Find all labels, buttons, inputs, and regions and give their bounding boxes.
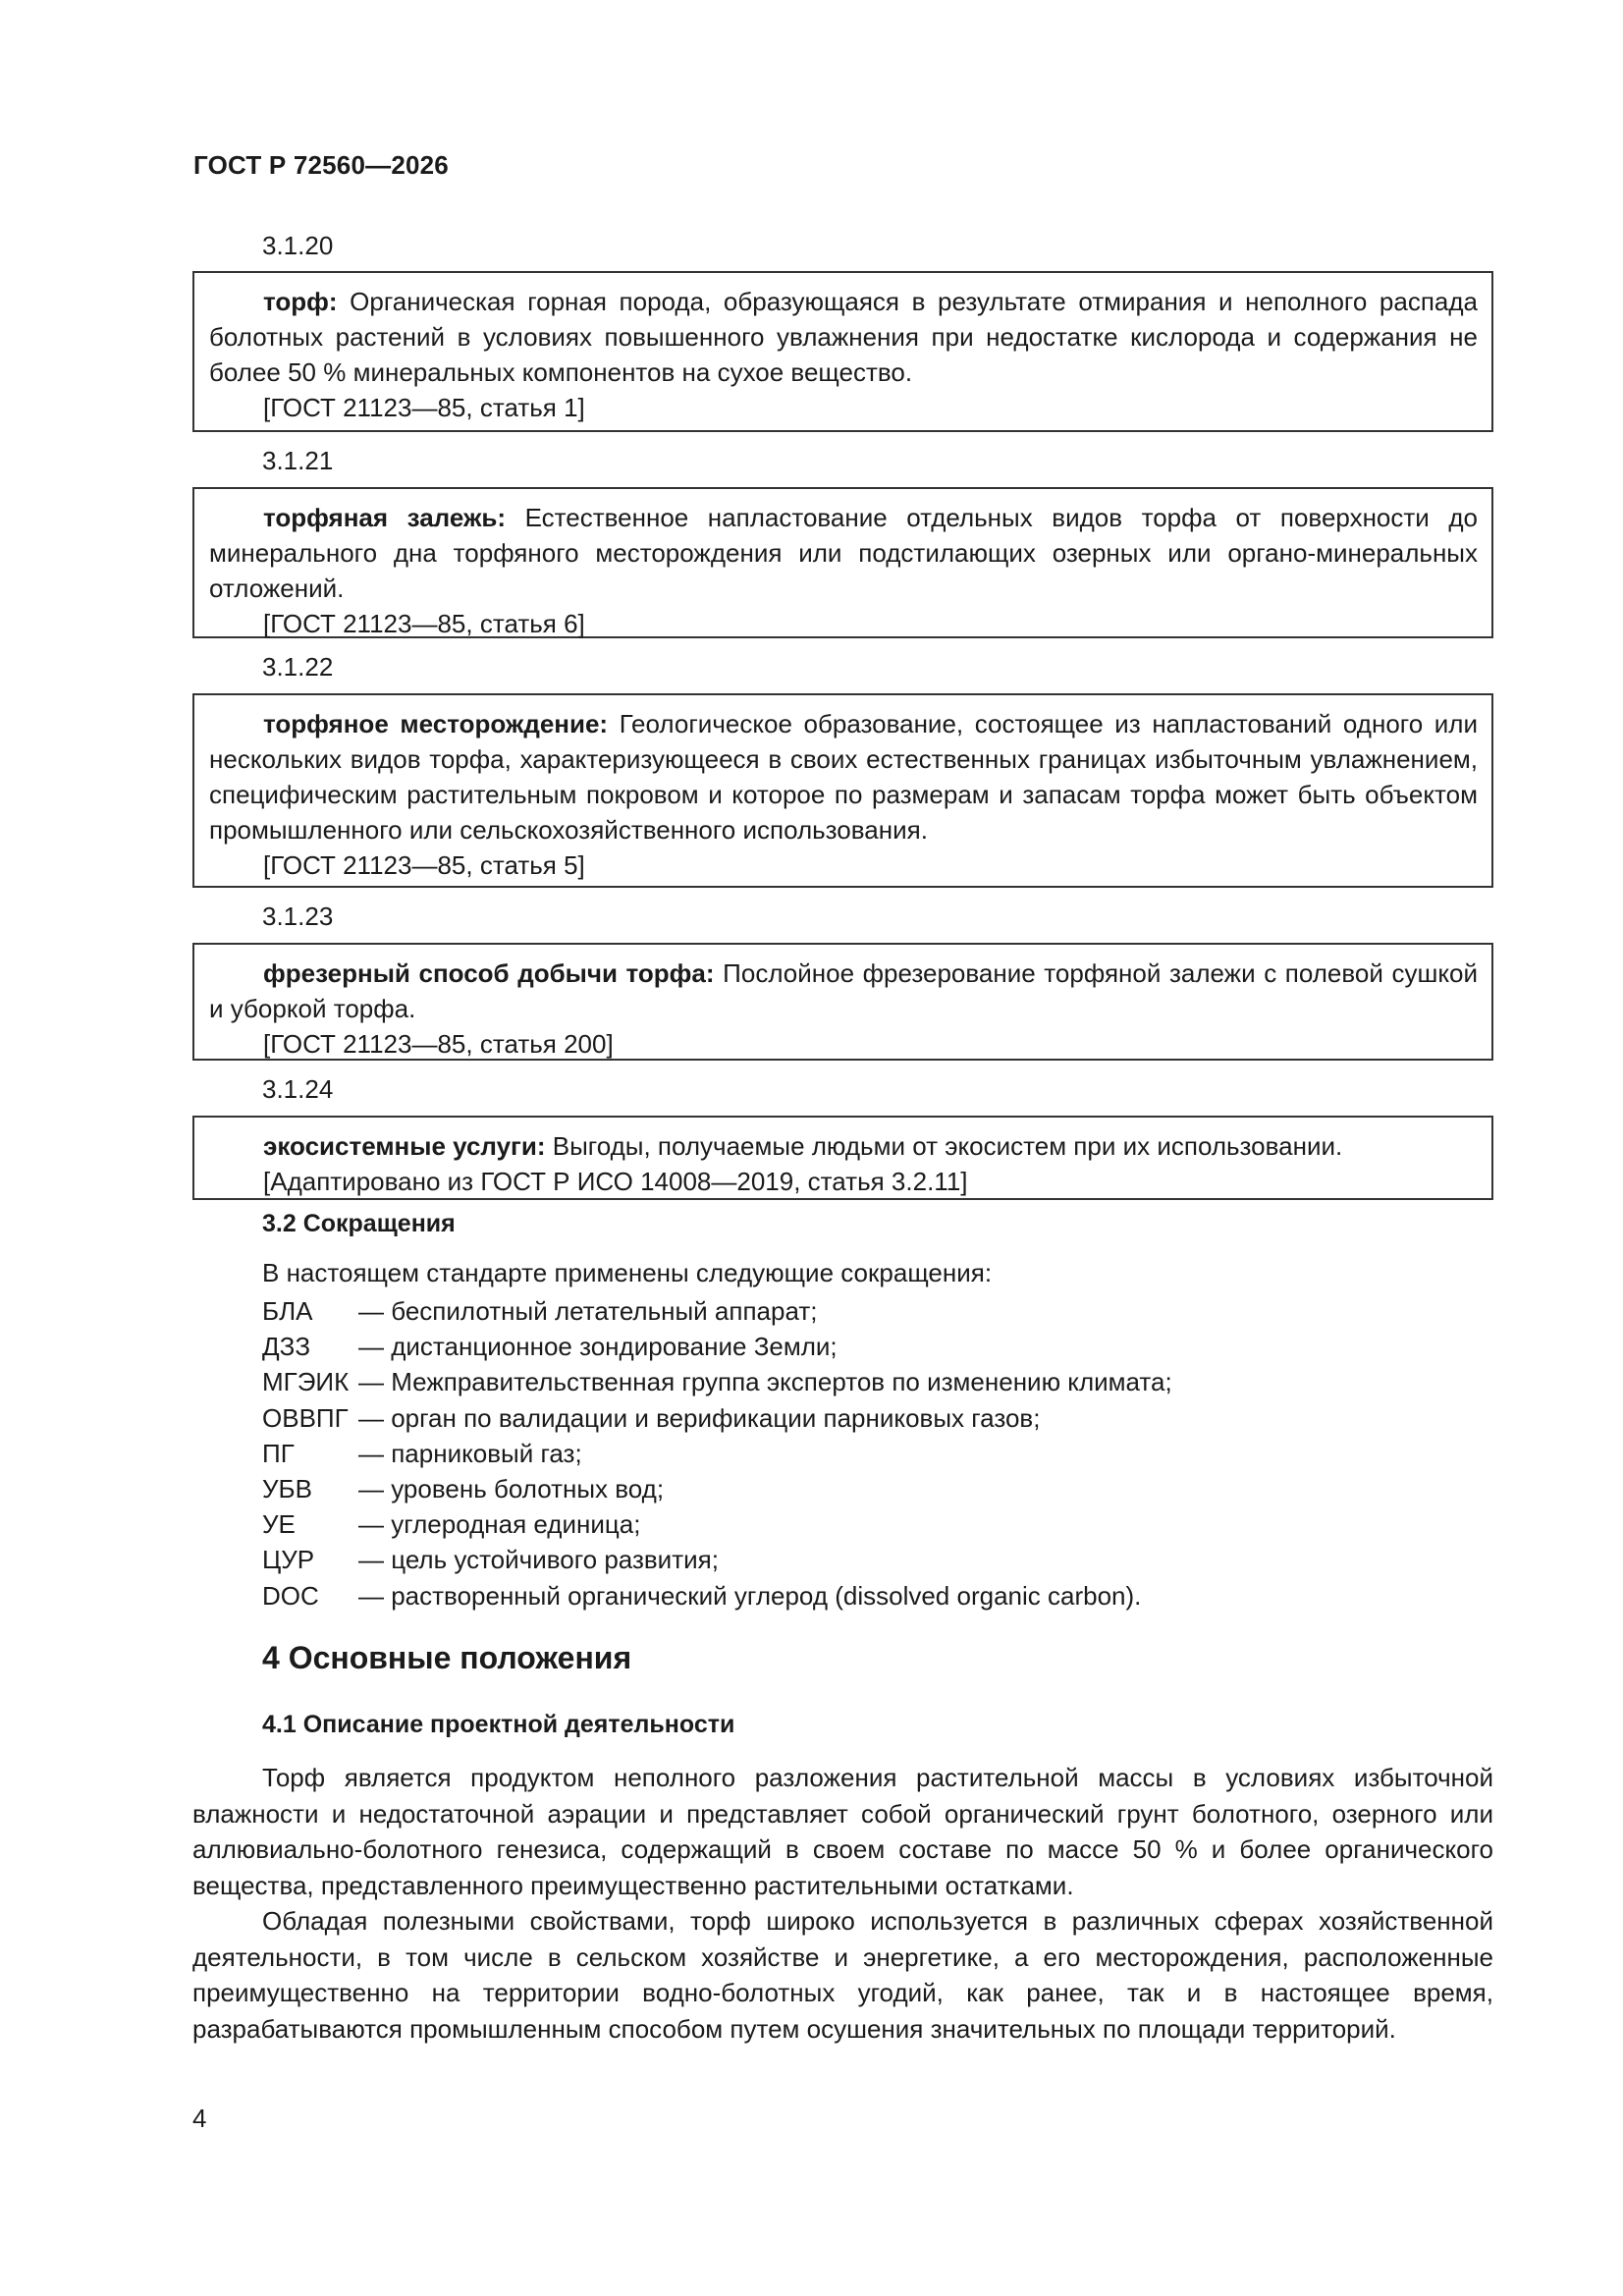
subsection-heading: 4.1 Описание проектной деятельности <box>262 1711 735 1738</box>
term-number: 3.1.24 <box>262 1074 334 1104</box>
abbreviation: ПГ <box>262 1438 295 1468</box>
term-title: торфяная залежь: <box>263 503 507 532</box>
term-box <box>192 1116 1493 1200</box>
abbreviation-text: — парниковый газ; <box>358 1438 582 1468</box>
term-source: [ГОСТ 21123—85, статья 6] <box>263 609 585 638</box>
term-definition: Геологическое образование, состоящее из напластований одного или нескольких видов торфа, характеризующееся в своих естественных границах избыточным увлажнением, специфическим растительным покровом и которое по размерам и запасам торфа может быть объектом промышленного или сельскохозяйственного использования. <box>209 709 1478 845</box>
term-definition: Естественное напластование отдельных видов торфа от поверхности до минерального дна торфяного месторождения или подстилающих озерных или органо-минеральных отложений. <box>209 503 1479 603</box>
abbreviation: БЛА <box>262 1296 313 1326</box>
abbreviation-text: — дистанционное зондирование Земли; <box>358 1332 838 1362</box>
list-item <box>262 1542 1172 1577</box>
body-text <box>192 1760 1493 2047</box>
term-title: торфяное месторождение: <box>263 709 609 738</box>
abbreviation-text: — орган по валидации и верификации парниковых газов; <box>358 1402 1041 1433</box>
term-source: [ГОСТ 21123—85, статья 200] <box>263 1029 614 1059</box>
abbreviation: DOC <box>262 1580 319 1611</box>
term-box <box>192 487 1493 638</box>
abbreviation-text: — Межправительственная группа экспертов по изменению климата; <box>358 1367 1172 1397</box>
section-heading-main-provisions: 4 Основные положения <box>262 1640 632 1675</box>
section-heading-abbreviations: 3.2 Сокращения <box>262 1210 456 1237</box>
term-box <box>192 943 1493 1061</box>
term-title: торф: <box>263 287 338 316</box>
list-item <box>262 1293 1172 1329</box>
abbreviation-text: — углеродная единица; <box>358 1509 641 1540</box>
list-item <box>262 1400 1172 1436</box>
term-number: 3.1.22 <box>262 652 334 682</box>
abbreviations-list <box>262 1293 1172 1613</box>
abbreviation-text: — уровень болотных вод; <box>358 1474 665 1504</box>
abbreviation-text: — цель устойчивого развития; <box>358 1545 719 1575</box>
term-title: экосистемные услуги: <box>263 1131 546 1161</box>
document-header: ГОСТ Р 72560—2026 <box>193 150 449 180</box>
page-number: 4 <box>192 2104 207 2133</box>
abbreviation-text: — растворенный органический углерод (dissolved organic carbon). <box>358 1580 1142 1611</box>
list-item <box>262 1471 1172 1506</box>
term-source: [Адаптировано из ГОСТ Р ИСО 14008—2019, статья 3.2.11] <box>263 1167 968 1196</box>
abbreviation: ЦУР <box>262 1545 315 1575</box>
term-definition: Выгоды, получаемые людьми от экосистем при их использовании. <box>552 1131 1343 1161</box>
term-box <box>192 271 1493 432</box>
paragraph: Торф является продуктом неполного разложения растительной массы в условиях избыточной влажности и недостаточной аэрации и представляет собой органический грунт болотного, озерного или аллювиально-болотного генезиса, содержащий в своем составе по массе 50 % и более органического вещества, представленного преимущественно растительными остатками. <box>192 1763 1493 1900</box>
term-definition: Органическая горная порода, образующаяся в результате отмирания и неполного распада болотных растений в условиях повышенного увлажнения при недостатке кислорода и содержания не более 50 % минеральных компонентов на сухое вещество. <box>209 287 1478 387</box>
paragraph: Обладая полезными свойствами, торф широко используется в различных сферах хозяйственной деятельности, в том числе в сельском хозяйстве и энергетике, а его месторождения, расположенные преимущественно на территории водно-болотных угодий, как ранее, так и в настоящее время, разрабатываются промышленным способом путем осушения значительных по площади территорий. <box>192 1906 1493 2044</box>
term-source: [ГОСТ 21123—85, статья 5] <box>263 850 585 880</box>
abbreviations-intro: В настоящем стандарте применены следующие сокращения: <box>262 1258 993 1287</box>
term-definition: Послойное фрезерование торфяной залежи с полевой сушкой и уборкой торфа. <box>209 958 1479 1023</box>
list-item <box>262 1329 1172 1364</box>
abbreviation: ДЗЗ <box>262 1332 311 1362</box>
term-number: 3.1.23 <box>262 902 334 931</box>
term-title: фрезерный способ добычи торфа: <box>263 958 715 988</box>
abbreviation: УЕ <box>262 1509 296 1540</box>
list-item <box>262 1578 1172 1613</box>
term-box <box>192 693 1493 888</box>
abbreviation-text: — беспилотный летательный аппарат; <box>358 1296 818 1326</box>
abbreviation: МГЭИК <box>262 1367 350 1397</box>
abbreviation: УБВ <box>262 1474 312 1504</box>
list-item <box>262 1436 1172 1471</box>
list-item <box>262 1506 1172 1542</box>
term-number: 3.1.21 <box>262 446 334 475</box>
abbreviation: ОВВПГ <box>262 1402 349 1433</box>
term-number: 3.1.20 <box>262 231 334 260</box>
term-source: [ГОСТ 21123—85, статья 1] <box>263 393 585 422</box>
list-item <box>262 1364 1172 1399</box>
